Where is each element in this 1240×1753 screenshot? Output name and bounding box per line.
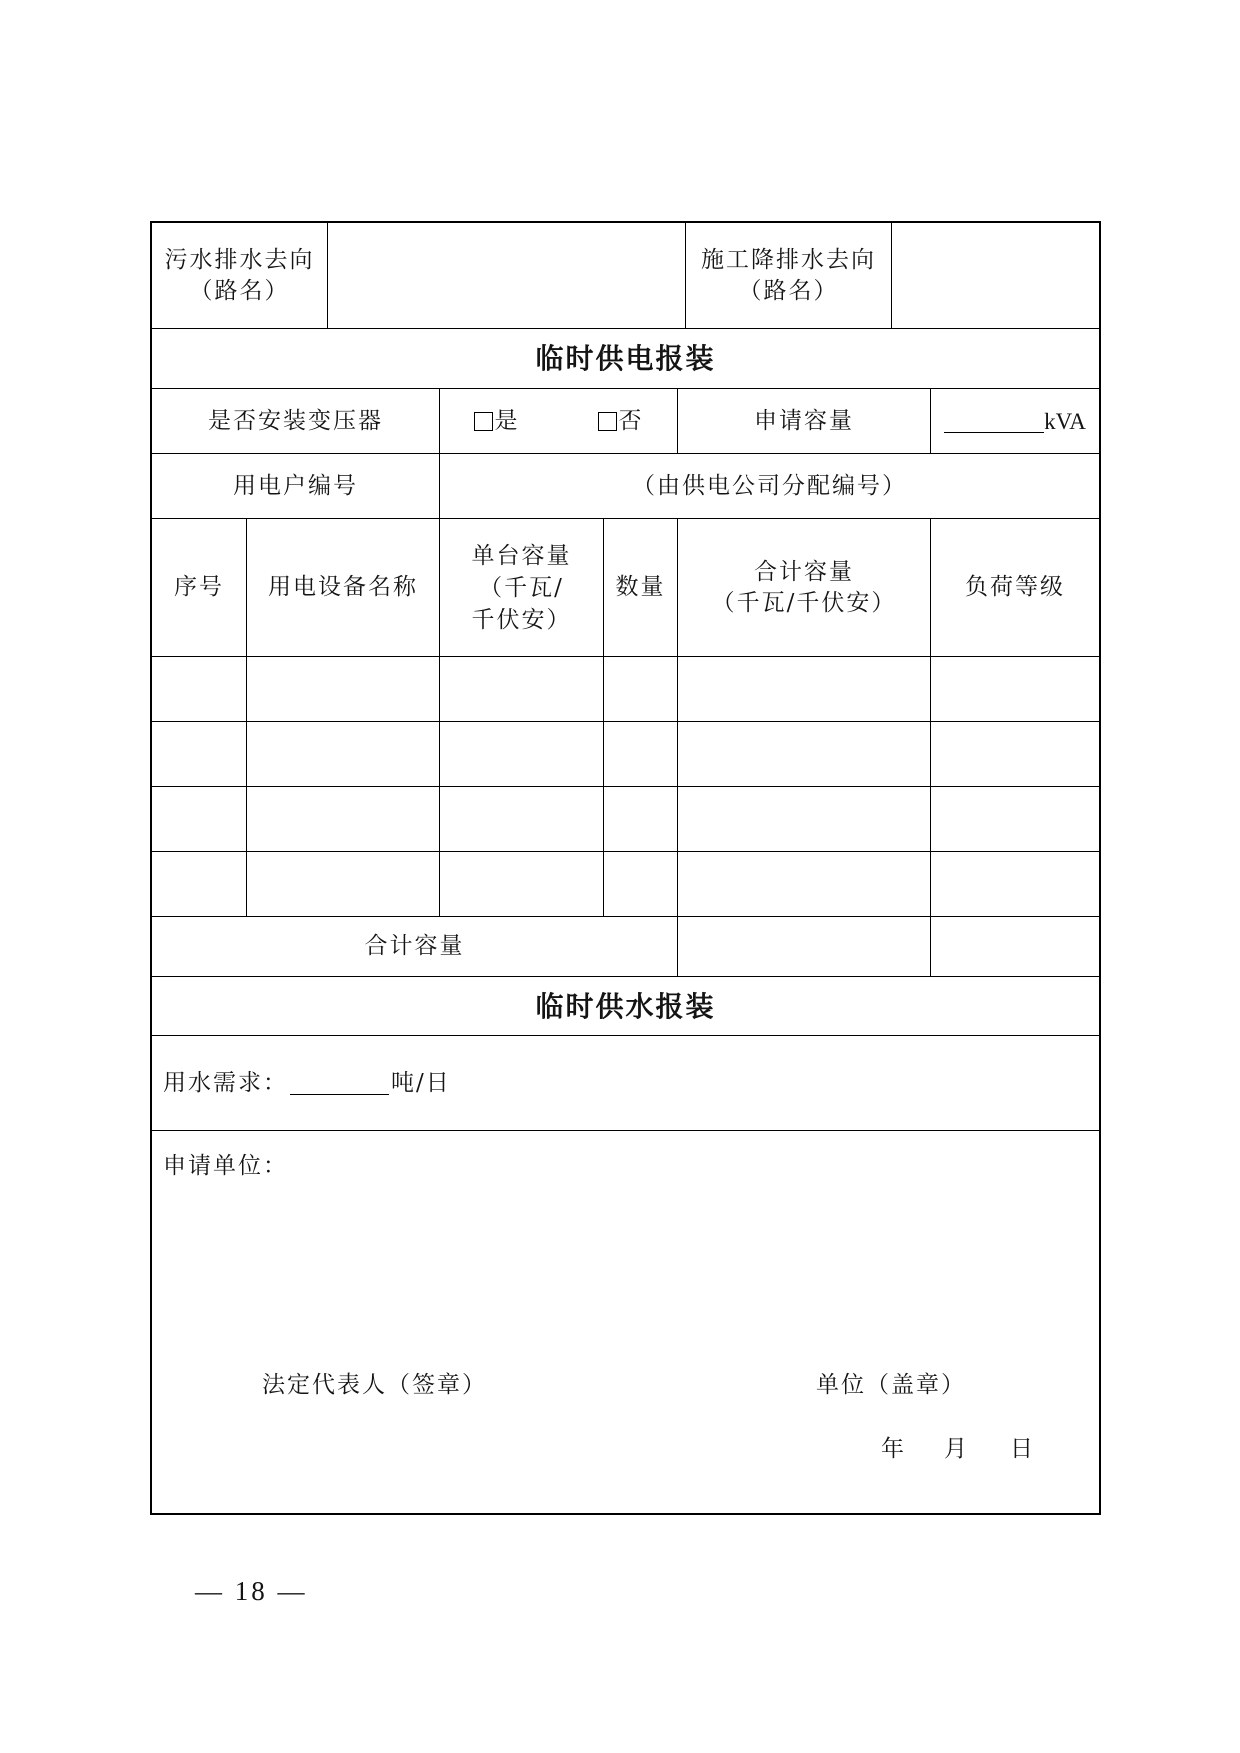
water-section-title: 临时供水报装 (535, 989, 716, 1023)
table-cell (247, 787, 440, 851)
capacity-value-cell (931, 389, 1099, 453)
table-cell (247, 852, 440, 916)
applicant-section (152, 1131, 1099, 1513)
table-cell (931, 787, 1099, 851)
total-capacity-label: 合计容量 (152, 917, 678, 976)
transformer-row (152, 389, 1099, 454)
table-cell (931, 657, 1099, 721)
table-cell (604, 657, 678, 721)
equipment-table-header (152, 519, 1099, 657)
sewage-value-cell (328, 223, 686, 328)
col-unit-capacity-line: 千伏安） (471, 606, 572, 633)
sewage-label: 污水排水去向 (164, 246, 315, 273)
option-no (598, 406, 644, 437)
table-cell (152, 787, 247, 851)
dewatering-label-note: （路名） (738, 277, 839, 304)
water-demand-cell (152, 1036, 1099, 1130)
table-cell (604, 722, 678, 786)
date-year: 年 (881, 1436, 906, 1462)
transformer-options (440, 389, 678, 453)
table-cell (440, 722, 604, 786)
table-cell (440, 787, 604, 851)
dewatering-value-cell (892, 223, 1099, 328)
water-demand-blank (290, 1070, 389, 1095)
date-day: 日 (1010, 1436, 1035, 1462)
unit-seal: 单位（盖章） (816, 1372, 966, 1398)
table-cell (440, 852, 604, 916)
table-cell (152, 852, 247, 916)
water-section-header (152, 977, 1099, 1036)
table-cell (678, 787, 931, 851)
table-cell (247, 722, 440, 786)
date-month: 月 (944, 1436, 969, 1462)
table-cell (440, 657, 604, 721)
legal-representative-signature: 法定代表人（签章） (262, 1372, 487, 1398)
table-row (152, 787, 1099, 852)
water-demand-row (152, 1036, 1099, 1131)
col-unit-capacity-line: 单台容量 (471, 542, 572, 569)
col-seq: 序号 (152, 519, 247, 656)
capacity-field (944, 406, 1086, 437)
applicant-label: 申请单位： (163, 1153, 288, 1179)
table-cell (678, 722, 931, 786)
table-cell (931, 852, 1099, 916)
water-demand-label: 用水需求： (163, 1069, 288, 1096)
account-row (152, 454, 1099, 519)
col-total-capacity-line: （千瓦/千伏安） (711, 589, 897, 616)
dewatering-label-cell (686, 223, 892, 328)
account-label: 用电户编号 (152, 454, 440, 518)
option-yes (474, 406, 520, 437)
transformer-label: 是否安装变压器 (152, 389, 440, 453)
checkbox-yes (474, 412, 493, 431)
total-capacity-value (678, 917, 931, 976)
table-row (152, 657, 1099, 722)
table-row (152, 852, 1099, 917)
table-row (152, 722, 1099, 787)
checkbox-no (598, 412, 617, 431)
table-cell (152, 722, 247, 786)
table-cell (604, 787, 678, 851)
table-cell (678, 657, 931, 721)
total-capacity-row (152, 917, 1099, 977)
col-total-capacity-line: 合计容量 (754, 558, 854, 585)
capacity-label: 申请容量 (678, 389, 931, 453)
drainage-row (152, 223, 1099, 329)
total-load-grade-value (931, 917, 1099, 976)
table-cell (152, 657, 247, 721)
power-section-header (152, 329, 1099, 389)
sewage-label-note: （路名） (189, 277, 290, 304)
col-unit-capacity-line: （千瓦/ (479, 574, 564, 601)
option-yes-label: 是 (494, 407, 520, 434)
power-section-title: 临时供电报装 (535, 342, 716, 375)
capacity-unit: kVA (1044, 408, 1086, 434)
capacity-blank (944, 408, 1044, 433)
col-unit-capacity (440, 519, 604, 656)
water-demand-unit: 吨/日 (391, 1069, 451, 1096)
page-number: — 18 — (195, 1576, 308, 1606)
col-quantity: 数量 (604, 519, 678, 656)
col-total-capacity (678, 519, 931, 656)
col-load-grade: 负荷等级 (965, 574, 1065, 600)
col-equipment-name: 用电设备名称 (247, 519, 440, 656)
sewage-label-cell (152, 223, 328, 328)
table-cell (247, 657, 440, 721)
dewatering-label: 施工降排水去向 (701, 246, 876, 273)
option-no-label: 否 (618, 407, 644, 434)
table-cell (931, 722, 1099, 786)
application-form (150, 221, 1101, 1515)
table-cell (604, 852, 678, 916)
table-cell (678, 852, 931, 916)
account-note: （由供电公司分配编号） (632, 472, 907, 499)
